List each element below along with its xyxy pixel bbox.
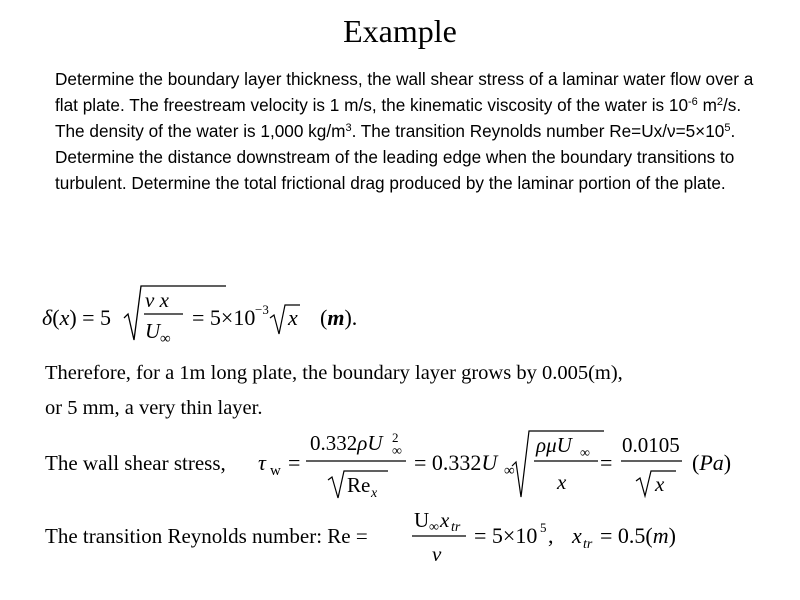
svg-text:U: U [145, 319, 161, 343]
problem-sup-4: 5 [724, 122, 731, 134]
svg-text:= 0.332U: = 0.332U [414, 450, 498, 475]
svg-text:0.332ρU: 0.332ρU [310, 431, 383, 455]
problem-text-5: . Determine the distance downstream of the leading edge when the boundary transitions to turbulent. Determine the total frictional drag produced by the laminar portion of the plate. [55, 121, 736, 193]
svg-text:x: x [655, 472, 665, 496]
svg-text:2: 2 [392, 430, 399, 445]
svg-text:U: U [414, 508, 430, 532]
transition-reynolds-equation [0, 505, 800, 575]
svg-text:tr: tr [583, 537, 593, 552]
svg-text:ρμU: ρμU [536, 433, 572, 457]
svg-text:ν x: ν x [145, 288, 169, 312]
svg-text:w: w [270, 463, 281, 479]
svg-text:,: , [548, 523, 554, 548]
svg-text:= 0.5(m): = 0.5(m) [600, 523, 676, 548]
svg-text:=: = [600, 450, 613, 475]
wall-shear-stress-equation [0, 425, 800, 505]
svg-text:x: x [288, 305, 298, 330]
problem-sup-3: 3 [345, 122, 352, 134]
problem-text-2: m [697, 95, 717, 115]
text-line-2: or 5 mm, a very thin layer. [45, 397, 263, 419]
svg-text:x: x [572, 523, 582, 548]
svg-text:5: 5 [540, 520, 547, 535]
svg-text:= 5×10: = 5×10 [474, 523, 538, 548]
svg-text:tr: tr [451, 520, 461, 535]
problem-sup-1: -6 [688, 96, 698, 108]
svg-text:x: x [371, 486, 378, 501]
svg-text:∞: ∞ [392, 444, 402, 459]
problem-sup-2: 2 [716, 96, 724, 108]
slide-title: Example [343, 13, 457, 49]
problem-text-4: . The transition Reynolds number Re=Ux/ν=5×10 [351, 121, 725, 141]
svg-text:x: x [440, 508, 450, 532]
svg-text:(m).: (m). [320, 305, 358, 330]
svg-text:∞: ∞ [160, 331, 171, 347]
svg-text:∞: ∞ [504, 463, 515, 479]
svg-text:(Pa): (Pa) [692, 450, 732, 475]
svg-text:∞: ∞ [429, 520, 439, 535]
svg-text:ν: ν [432, 542, 442, 566]
svg-text:The transition Reynolds number: The transition Reynolds number: Re = [45, 524, 368, 548]
boundary-layer-equation [0, 280, 800, 350]
svg-text:= 5×10: = 5×10 [192, 305, 256, 330]
svg-text:−3: −3 [255, 302, 269, 317]
text-line-1: Therefore, for a 1m long plate, the boundary layer grows by 0.005(m), [45, 362, 623, 384]
svg-text:x: x [557, 470, 567, 494]
svg-text:0.0105: 0.0105 [622, 433, 680, 457]
svg-text:δ(x) = 5: δ(x) = 5 [42, 305, 112, 330]
svg-text:=: = [288, 450, 301, 475]
problem-text-3: /s. The density of the water is 1,000 kg/m [55, 95, 742, 141]
svg-text:∞: ∞ [580, 446, 590, 461]
svg-text:Re: Re [347, 473, 371, 497]
svg-text:The wall shear stress,: The wall shear stress, [45, 451, 226, 475]
problem-statement [55, 66, 755, 196]
problem-text-1: Determine the boundary layer thickness, the wall shear stress of a laminar water flow over a flat plate. The freestream velocity is 1 m/s, the kinematic viscosity of the water is 10 [55, 69, 754, 115]
svg-text:τ: τ [258, 450, 266, 475]
